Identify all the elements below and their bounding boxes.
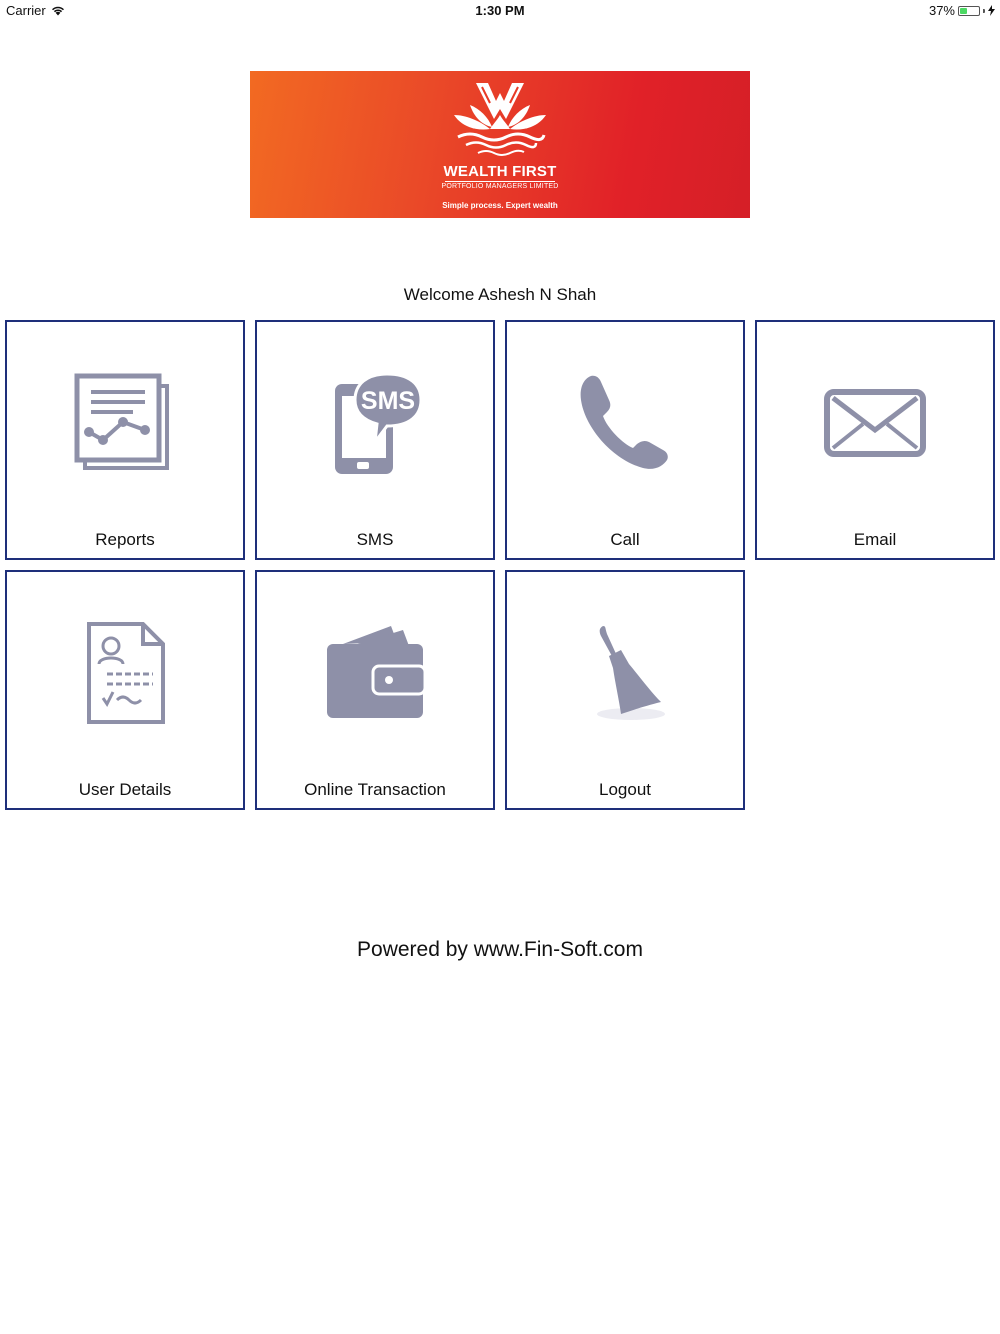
reports-tile[interactable]: [5, 320, 245, 560]
brand-divider: [445, 181, 555, 182]
brand-subtitle: PORTFOLIO MANAGERS LIMITED: [441, 183, 559, 190]
brand-name: WEALTH FIRST: [443, 163, 557, 180]
battery-cap: [983, 9, 985, 13]
logout-tile[interactable]: [505, 570, 745, 810]
tile-label: SMS: [356, 530, 394, 549]
sms-icon-text: SMS: [360, 387, 416, 415]
user-document-icon: [73, 622, 177, 726]
tile-label: Reports: [95, 530, 155, 549]
carrier-label: Carrier: [6, 3, 46, 18]
tile-label: User Details: [78, 780, 172, 799]
battery-icon: [958, 6, 980, 16]
powered-by-footer[interactable]: Powered by www.Fin-Soft.com: [357, 938, 643, 961]
sms-phone-icon: [323, 372, 427, 476]
tile-label: Logout: [599, 780, 651, 799]
charging-bolt-icon: [988, 5, 995, 16]
tile-label: Online Transaction: [304, 780, 446, 799]
lotus-logo-icon: [440, 75, 560, 161]
brand-banner: [250, 71, 750, 218]
sms-tile[interactable]: [255, 320, 495, 560]
battery-percent: 37%: [928, 3, 955, 18]
call-tile[interactable]: [505, 320, 745, 560]
envelope-icon: [823, 372, 927, 476]
battery-level-fill: [960, 8, 967, 14]
welcome-message: Welcome Ashesh N Shah: [403, 285, 597, 304]
status-time: 1:30 PM: [475, 3, 525, 18]
tile-label: Call: [610, 530, 640, 549]
broom-icon: [573, 622, 677, 726]
wallet-icon: [323, 622, 427, 726]
user-details-tile[interactable]: [5, 570, 245, 810]
online-transaction-tile[interactable]: [255, 570, 495, 810]
email-tile[interactable]: [755, 320, 995, 560]
tile-label: Email: [853, 530, 897, 549]
battery-indicator: [929, 3, 995, 18]
status-bar: [0, 0, 1000, 22]
phone-handset-icon: [573, 372, 677, 476]
brand-tagline: Simple process. Expert wealth: [442, 201, 558, 210]
reports-chart-icon: [73, 372, 177, 476]
